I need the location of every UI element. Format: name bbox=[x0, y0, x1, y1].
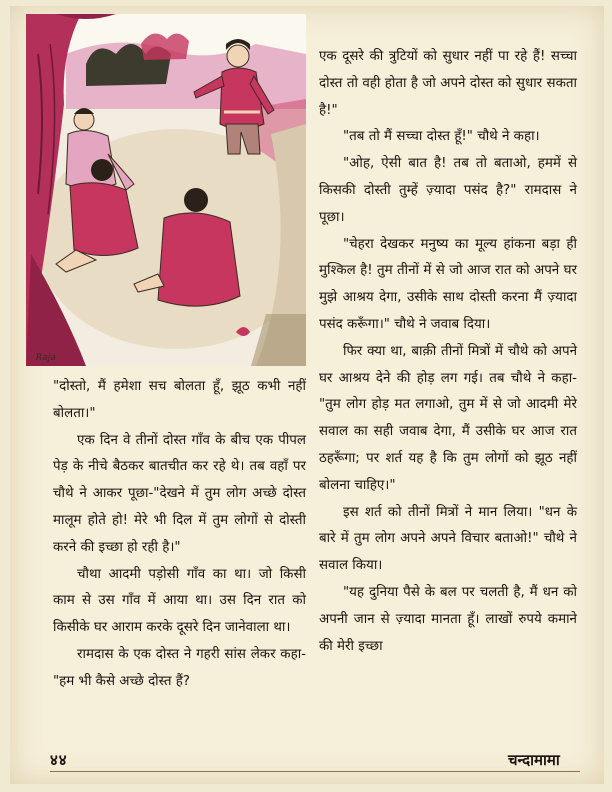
paragraph: चौथा आदमी पड़ोसी गाँव का था। जो किसी काम से उस गाँव में आया था। उस दिन रात को किसीके घर आराम करके दूसरे दिन जानेवाला था। bbox=[53, 566, 306, 636]
footer-rule bbox=[50, 771, 580, 772]
paragraph: रामदास के एक दोस्त ने गहरी सांस लेकर कहा-"हम भी कैसे अच्छे दोस्त हैं? bbox=[53, 646, 306, 689]
right-text-column bbox=[319, 44, 577, 660]
paragraph: "ओह, ऐसी बात है! तब तो बताओ, हममें से किसकी दोस्ती तुम्हें ज़्यादा पसंद है?" रामदास ने पूछा। bbox=[319, 156, 577, 225]
story-illustration bbox=[26, 14, 306, 366]
page-number: ४४ bbox=[50, 751, 68, 769]
illustration-drawing bbox=[26, 14, 306, 366]
paragraph: "दोस्तो, मैं हमेशा सच बोलता हूँ, झूठ कभी नहीं बोलता।" bbox=[53, 379, 306, 421]
paragraph: इस शर्त को तीनों मित्रों ने मान लिया। "धन के बारे में तुम लोग अपने अपने विचार बताओ!" चौथे ने सवाल किया। bbox=[319, 504, 577, 574]
magazine-name: चन्दामामा bbox=[508, 751, 560, 769]
paragraph: "तब तो मैं सच्चा दोस्त हूँ!" चौथे ने कहा। bbox=[343, 129, 540, 145]
paragraph: "चेहरा देखकर मनुष्य का मूल्य हांकना बड़ा ही मुश्किल है! तुम तीनों में से जो आज रात को अपने घर मुझे आश्रय देगा, उसीके साथ दोस्ती करना मैं ज़्यादा पसंद करूँगा।" चौथे ने जवाब दिया। bbox=[319, 236, 577, 332]
paragraph: फिर क्या था, बाक़ी तीनों मित्रों में चौथे को अपने घर आश्रय देने की होड़ लग गई। तब चौथे ने कहा-"तुम लोग होड़ मत लगाओ, तुम में से जो आदमी मेरे सवाल का सही जवाब देगा, मैं उसीके घर आज रात ठहरूँगा; पर शर्त यह है कि तुम लोगों को झूठ नहीं बोलना चाहिए।" bbox=[319, 343, 577, 493]
page bbox=[10, 6, 604, 784]
paragraph: "यह दुनिया पैसे के बल पर चलती है, मैं धन को अपनी जान से ज़्यादा मानता हूँ। लाखों रुपये कमाने की मेरी इच्छा bbox=[319, 584, 577, 654]
paragraph: एक दिन वे तीनों दोस्त गाँव के बीच एक पीपल पेड़ के नीचे बैठकर बातचीत कर रहे थे। तब वहाँ पर चौथे ने आकर पूछा-"देखने में तुम लोग अच्छे दोस्त मालूम होते हो! मेरे भी दिल में तुम लोगों से दोस्ती करने की इच्छा हो रही है।" bbox=[53, 432, 306, 555]
paragraph: एक दूसरे की त्रुटियों को सुधार नहीं पा रहे हैं! सच्चा दोस्त तो वही होता है जो अपने दोस्त को सुधार सकता है!" bbox=[319, 49, 577, 118]
left-text-column bbox=[53, 374, 306, 696]
artist-signature: Raja bbox=[36, 353, 56, 363]
